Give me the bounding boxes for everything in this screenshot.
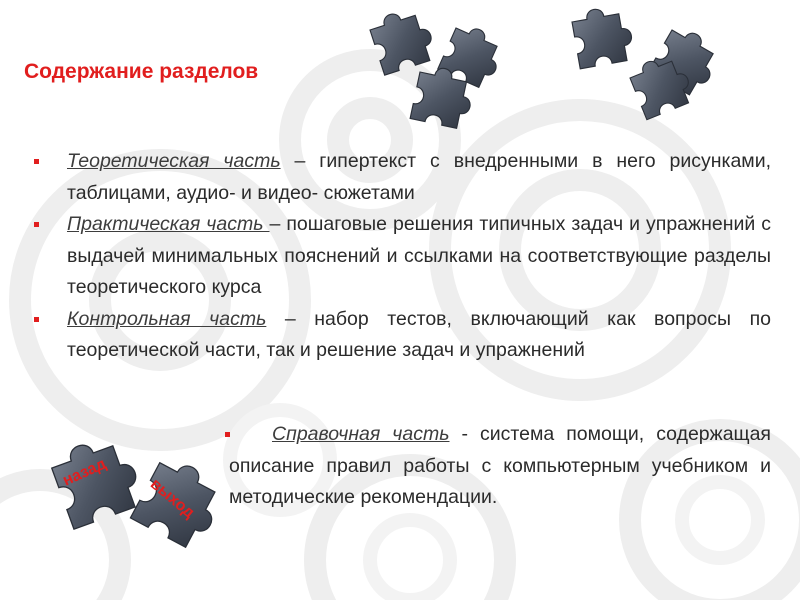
bullet-marker [34,317,39,322]
back-label: назад [60,455,109,490]
reference-section [219,419,771,514]
back-button[interactable] [46,438,141,533]
bullet-marker [225,432,230,437]
puzzle-piece-icon [367,5,438,76]
bullet-theory [34,146,771,209]
reference-link[interactable]: Справочная часть [272,423,450,445]
control-description: – набор тестов, включающий как вопросы по теоретической части, так и решение задач и упражнений [67,307,771,361]
bullet-reference [219,419,771,514]
bullet-practice [34,209,771,304]
sections-list [34,146,771,367]
exit-label: выход [146,475,198,522]
bullet-control [34,304,771,367]
practice-description: – пошаговые решения типичных задач и упражнений с выдачей минимальных пояснений и ссылками на соответствующие разделы теоретического курса [67,213,772,298]
theory-link[interactable]: Теоретическая часть [67,150,281,172]
practice-link[interactable]: Практическая часть [67,213,270,235]
theory-description: – гипертекст с внедренными в него рисунками, таблицами, аудио- и видео- сюжетами [67,150,772,204]
puzzle-piece-icon [46,438,141,533]
control-link[interactable]: Контрольная часть [67,307,267,330]
exit-button[interactable] [128,458,218,553]
slide-title: Содержание разделов [24,60,259,83]
bullet-marker [34,222,39,227]
puzzle-piece-icon [571,4,636,69]
reference-description: - система помощи, содержащая описание правил работы с компьютерным учебником и методические рекомендации. [229,423,771,508]
bullet-marker [34,159,39,164]
